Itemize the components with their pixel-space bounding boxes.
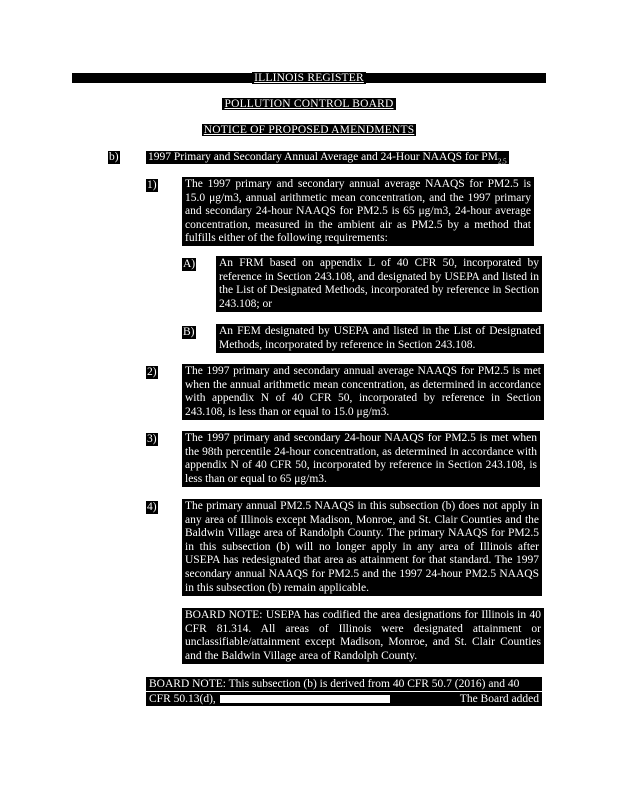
board-title: POLLUTION CONTROL BOARD bbox=[224, 98, 394, 110]
notice-title: NOTICE OF PROPOSED AMENDMENTS bbox=[203, 124, 415, 136]
item-4-text: The primary annual PM2.5 NAAQS in this subsection (b) does not apply in any area of Illinois except Madison, Monroe, and St. Clair Counties and the Baldwin Village area of Randolph County. The primary NAAQS for PM2.5 in this subsection (b) will no longer apply in any area of Illinois after USEPA has redesignated that area as attainment for that standard. The 1997 secondary annual NAAQS for PM2.5 and the 1997 24-hour PM2.5 NAAQS in this subsection (b) remain applicable. bbox=[182, 499, 542, 596]
board-note-derivation-line-1: BOARD NOTE: This subsection (b) is derived from 40 CFR 50.7 (2016) and 40 bbox=[146, 677, 542, 691]
item-2-marker: 2) bbox=[147, 366, 157, 378]
item-b-text: An FEM designated by USEPA and listed in the List of Designated Methods, incorporated by reference in Section 243.108. bbox=[216, 324, 544, 353]
item-1-text: The 1997 primary and secondary annual average NAAQS for PM2.5 is 15.0 μg/m3, annual arithmetic mean concentration, and the 1997 primary and secondary 24-hour NAAQS for PM2.5 is 65 μg/m3, 24-hour average concentration, measured in the ambient air as PM2.5 by a method that fulfills either of the following requirements: bbox=[182, 177, 534, 246]
item-a-text: An FRM based on appendix L of 40 CFR 50, incorporated by reference in Section 243.108, and designated by USEPA and listed in the List of Designated Methods, incorporated by reference in Section 243.108; or bbox=[216, 256, 542, 312]
item-4-marker: 4) bbox=[147, 501, 157, 513]
item-b-marker: B) bbox=[183, 326, 195, 338]
item-a-marker: A) bbox=[183, 258, 196, 270]
item-3-marker: 3) bbox=[147, 433, 157, 445]
item-2-text: The 1997 primary and secondary annual average NAAQS for PM2.5 is met when the annual arithmetic mean concentration, as determined in accordance with appendix N of 40 CFR 50, incorporated by reference in Section 243.108, is less than or equal to 15.0 μg/m3. bbox=[182, 364, 544, 420]
section-b-marker: b) bbox=[109, 151, 119, 163]
illegible-redacted-text bbox=[220, 695, 390, 703]
item-3-text: The 1997 primary and secondary 24-hour NAAQS for PM2.5 is met when the 98th percentile 24-hour concentration, as determined in accordance with appendix N of 40 CFR 50, incorporated by reference in Section 243.108, is less than or equal to 65 μg/m3. bbox=[182, 431, 540, 487]
register-title: ILLINOIS REGISTER bbox=[254, 72, 364, 84]
item-1-marker: 1) bbox=[147, 179, 157, 191]
board-note-designations: BOARD NOTE: USEPA has codified the area designations for Illinois in 40 CFR 81.314. All areas of Illinois were designated attainment or unclassifiable/attainment except Madison, Monroe, and St. Clair Counties and the Baldwin Village area of Randolph County. bbox=[182, 608, 544, 664]
section-b-title: 1997 Primary and Secondary Annual Average and 24-Hour NAAQS for $PM_{2.5}$ bbox=[148, 151, 507, 166]
board-note-derivation-line-2: CFR 50.13(d), The Board added bbox=[146, 692, 542, 706]
